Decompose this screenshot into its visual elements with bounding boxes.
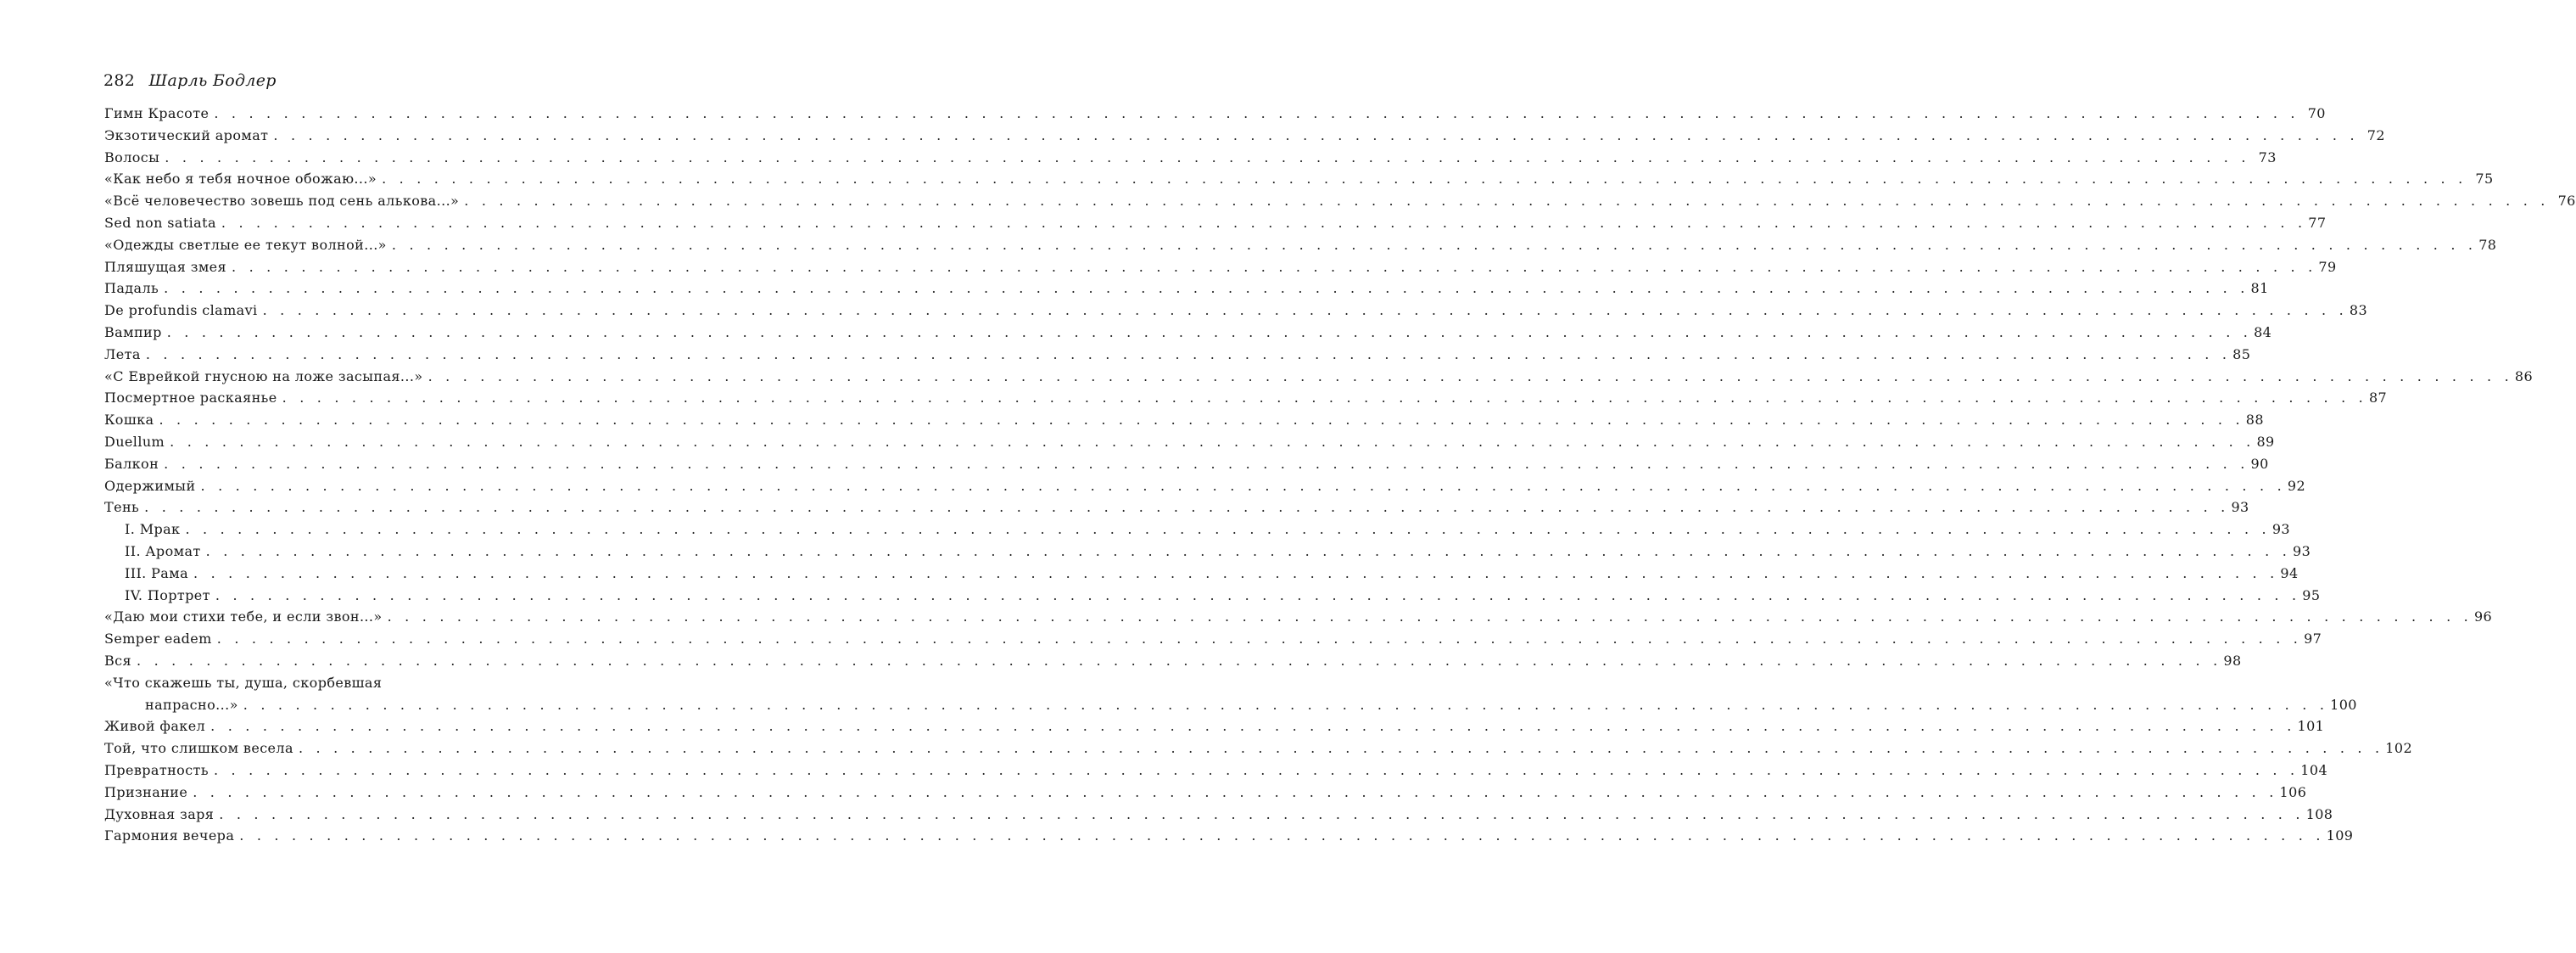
dot-leader: . . . . . . . . . . . . . . . . . . . . . . . . . . . . . . . . . . . . . . . . . . . . . . . . . . . . . . . . . . . . . . . . . . . . . . . . . . . . . . . . . . . . . . . . . . . . . . . . . . . . . . . . . . . . . . . . . . . . . . . . [387,608,2473,625]
toc-entry-page: 79 [2318,258,2337,275]
toc-entry-title: Duellum [104,433,165,450]
toc-entry-title: Semper eadem [104,631,212,647]
toc-entry [104,412,2264,434]
dot-leader: . . . . . . . . . . . . . . . . . . . . . . . . . . . . . . . . . . . . . . . . . . . . . . . . . . . . . . . . . . . . . . . . . . . . . . . . . . . . . . . . . . . . . . . . . . . . . . . . . . . . . . . . . . . . . . . . . . . . . . . . [464,193,2550,210]
running-title: Шарль Бодлер [148,71,277,90]
dot-leader: . . . . . . . . . . . . . . . . . . . . . . . . . . . . . . . . . . . . . . . . . . . . . . . . . . . . . . . . . . . . . . . . . . . . . . . . . . . . . . . . . . . . . . . . . . . . . . . . . . . . . . . . . . . . . . . . . . . . . . . . [210,718,2296,735]
dot-leader: . . . . . . . . . . . . . . . . . . . . . . . . . . . . . . . . . . . . . . . . . . . . . . . . . . . . . . . . . . . . . . . . . . . . . . . . . . . . . . . . . . . . . . . . . . . . . . . . . . . . . . . . . . . . . . . . . . . . . . . . [243,696,2329,713]
toc-entry-page: 88 [2245,412,2264,429]
dot-leader: . . . . . . . . . . . . . . . . . . . . . . . . . . . . . . . . . . . . . . . . . . . . . . . . . . . . . . . . . . . . . . . . . . . . . . . . . . . . . . . . . . . . . . . . . . . . . . . . . . . . . . . . . . . . . . . . . . . . . . . . [165,149,2250,165]
toc-entry [104,740,2413,762]
toc-entry-title: III. Рама [125,564,189,581]
dot-leader: . . . . . . . . . . . . . . . . . . . . . . . . . . . . . . . . . . . . . . . . . . . . . . . . . . . . . . . . . . . . . . . . . . . . . . . . . . . . . . . . . . . . . . . . . . . . . . . . . . . . . . . . . . . . . . . . . . . . . . . . [232,258,2317,275]
toc-entry [104,586,2321,609]
dot-leader: . . . . . . . . . . . . . . . . . . . . . . . . . . . . . . . . . . . . . . . . . . . . . . . . . . . . . . . . . . . . . . . . . . . . . . . . . . . . . . . . . . . . . . . . . . . . . . . . . . . . . . . . . . . . . . . . . . . . . . . . [193,783,2278,800]
toc-entry-page: 81 [2250,280,2269,297]
toc-entry [104,433,2275,456]
toc-entry-title: Посмертное раскаянье [104,390,277,406]
toc-entry-page: 94 [2280,564,2299,581]
toc-entry-page: 72 [2366,126,2385,143]
toc-entry-page: 77 [2308,214,2327,231]
dot-leader: . . . . . . . . . . . . . . . . . . . . . . . . . . . . . . . . . . . . . . . . . . . . . . . . . . . . . . . . . . . . . . . . . . . . . . . . . . . . . . . . . . . . . . . . . . . . . . . . . . . . . . . . . . . . . . . . . . . . . . . . [219,805,2305,822]
toc-entry-title: напрасно...» [145,696,238,713]
toc-entry [104,805,2333,828]
dot-leader: . . . . . . . . . . . . . . . . . . . . . . . . . . . . . . . . . . . . . . . . . . . . . . . . . . . . . . . . . . . . . . . . . . . . . . . . . . . . . . . . . . . . . . . . . . . . . . . . . . . . . . . . . . . . . . . . . . . . . . . . [144,499,2230,516]
toc-entry-page: 108 [2305,805,2333,822]
toc-entry [104,827,2354,849]
toc-entry-page: 93 [2271,521,2290,538]
dot-leader: . . . . . . . . . . . . . . . . . . . . . . . . . . . . . . . . . . . . . . . . . . . . . . . . . . . . . . . . . . . . . . . . . . . . . . . . . . . . . . . . . . . . . . . . . . . . . . . . . . . . . . . . . . . . . . . . . . . . . . . . [427,367,2513,384]
toc-entry-page: 86 [2514,367,2534,384]
toc-entry-title: Падаль [104,280,159,297]
dot-leader: . . . . . . . . . . . . . . . . . . . . . . . . . . . . . . . . . . . . . . . . . . . . . . . . . . . . . . . . . . . . . . . . . . . . . . . . . . . . . . . . . . . . . . . . . . . . . . . . . . . . . . . . . . . . . . . . . . . . . . . . [382,171,2467,188]
toc-entry [104,105,2326,127]
toc-entry [104,521,2290,543]
toc-entry-title: Лета [104,345,141,362]
toc-entry-title: Духовная заря [104,805,215,822]
toc-entry [104,652,2242,675]
toc-entry-title: II. Аромат [125,542,201,559]
toc-entry-page: 93 [2231,499,2249,516]
dot-leader: . . . . . . . . . . . . . . . . . . . . . . . . . . . . . . . . . . . . . . . . . . . . . . . . . . . . . . . . . . . . . . . . . . . . . . . . . . . . . . . . . . . . . . . . . . . . . . . . . . . . . . . . . . . . . . . . . . . . . . . . [185,521,2271,538]
dot-leader: . . . . . . . . . . . . . . . . . . . . . . . . . . . . . . . . . . . . . . . . . . . . . . . . . . . . . . . . . . . . . . . . . . . . . . . . . . . . . . . . . . . . . . . . . . . . . . . . . . . . . . . . . . . . . . . . . . . . . . . . [145,345,2232,362]
toc-entry [104,149,2277,171]
dot-leader: . . . . . . . . . . . . . . . . . . . . . . . . . . . . . . . . . . . . . . . . . . . . . . . . . . . . . . . . . . . . . . . . . . . . . . . . . . . . . . . . . . . . . . . . . . . . . . . . . . . . . . . . . . . . . . . . . . . . . . . . [166,323,2253,340]
toc-entry-page: 90 [2250,455,2269,472]
toc-entry-page: 76 [2557,193,2576,210]
toc-entry-page: 93 [2292,542,2311,559]
dot-leader: . . . . . . . . . . . . . . . . . . . . . . . . . . . . . . . . . . . . . . . . . . . . . . . . . . . . . . . . . . . . . . . . . . . . . . . . . . . . . . . . . . . . . . . . . . . . . . . . . . . . . . . . . . . . . . . . . . . . . . . . [200,477,2286,494]
toc-entry-page: 73 [2258,149,2277,165]
toc-entry-page: 98 [2223,652,2242,669]
toc-entry-page: 109 [2326,827,2354,844]
toc-entry [104,214,2327,237]
toc-entry-page: 92 [2287,477,2306,494]
toc-entry-title: Признание [104,783,188,800]
toc-entry [104,718,2325,740]
toc-entry-page: 85 [2232,345,2251,362]
toc-entry-title: Экзотический аромат [104,126,269,143]
toc-entry-title: Живой факел [104,718,206,735]
toc-entry [104,280,2269,302]
toc-entry-title: Той, что слишком весела [104,740,293,757]
dot-leader: . . . . . . . . . . . . . . . . . . . . . . . . . . . . . . . . . . . . . . . . . . . . . . . . . . . . . . . . . . . . . . . . . . . . . . . . . . . . . . . . . . . . . . . . . . . . . . . . . . . . . . . . . . . . . . . . . . . . . . . . [164,455,2249,472]
toc-entry-page: 106 [2279,783,2307,800]
dot-leader: . . . . . . . . . . . . . . . . . . . . . . . . . . . . . . . . . . . . . . . . . . . . . . . . . . . . . . . . . . . . . . . . . . . . . . . . . . . . . . . . . . . . . . . . . . . . . . . . . . . . . . . . . . . . . . . . . . . . . . . . [282,390,2367,406]
toc-entry-page: 95 [2302,586,2321,603]
toc-entry [104,696,2357,719]
toc-entry-page: 75 [2475,171,2494,188]
toc-entry-page: 100 [2330,696,2357,713]
toc-entry-page: 97 [2304,631,2322,647]
dot-leader: . . . . . . . . . . . . . . . . . . . . . . . . . . . . . . . . . . . . . . . . . . . . . . . . . . . . . . . . . . . . . . . . . . . . . . . . . . . . . . . . . . . . . . . . . . . . . . . . . . . . . . . . . . . . . . . . . . . . . . . . [298,740,2384,757]
dot-leader: . . . . . . . . . . . . . . . . . . . . . . . . . . . . . . . . . . . . . . . . . . . . . . . . . . . . . . . . . . . . . . . . . . . . . . . . . . . . . . . . . . . . . . . . . . . . . . . . . . . . . . . . . . . . . . . . . . . . . . . . [205,542,2291,559]
toc-entry-title: IV. Портрет [125,586,210,603]
toc-entry [104,258,2337,281]
toc-entry-title: De profundis clamavi [104,302,258,319]
toc-entry-page: 70 [2307,105,2326,121]
dot-leader: . . . . . . . . . . . . . . . . . . . . . . . . . . . . . . . . . . . . . . . . . . . . . . . . . . . . . . . . . . . . . . . . . . . . . . . . . . . . . . . . . . . . . . . . . . . . . . . . . . . . . . . . . . . . . . . . . . . . . . . . [221,214,2307,231]
dot-leader: . . . . . . . . . . . . . . . . . . . . . . . . . . . . . . . . . . . . . . . . . . . . . . . . . . . . . . . . . . . . . . . . . . . . . . . . . . . . . . . . . . . . . . . . . . . . . . . . . . . . . . . . . . . . . . . . . . . . . . . . [193,564,2279,581]
toc-entry [104,345,2251,368]
toc-entry [104,499,2249,521]
toc-entry-page: 83 [2349,302,2368,319]
dot-leader: . . . . . . . . . . . . . . . . . . . . . . . . . . . . . . . . . . . . . . . . . . . . . . . . . . . . . . . . . . . . . . . . . . . . . . . . . . . . . . . . . . . . . . . . . . . . . . . . . . . . . . . . . . . . . . . . . . . . . . . . [159,412,2244,429]
toc-entry [104,193,2576,215]
toc-entry-title: Волосы [104,149,160,165]
toc-entry-page: 101 [2297,718,2325,735]
toc-entry-page: 89 [2256,433,2275,450]
toc-entry-title: Превратность [104,761,209,778]
toc-entry-title: Одержимый [104,477,196,494]
toc-entry-title: «Всё человечество зовешь под сень алькова...» [104,193,460,210]
toc-entry [104,302,2368,324]
toc-entry [104,236,2497,259]
toc-entry [104,126,2385,149]
toc-entry [104,455,2269,478]
toc-entry [104,564,2299,587]
toc-entry [104,608,2493,631]
toc-entry-title: «Как небо я тебя ночное обожаю...» [104,171,377,188]
dot-leader: . . . . . . . . . . . . . . . . . . . . . . . . . . . . . . . . . . . . . . . . . . . . . . . . . . . . . . . . . . . . . . . . . . . . . . . . . . . . . . . . . . . . . . . . . . . . . . . . . . . . . . . . . . . . . . . . . . . . . . . . [137,652,2222,669]
table-of-contents [104,105,2576,849]
toc-entry-title: Вся [104,652,132,669]
toc-entry-page: 102 [2385,740,2413,757]
toc-entry-title: «С Еврейкой гнусною на ложе засыпая...» [104,367,423,384]
toc-entry-title: Гимн Красоте [104,105,210,121]
dot-leader: . . . . . . . . . . . . . . . . . . . . . . . . . . . . . . . . . . . . . . . . . . . . . . . . . . . . . . . . . . . . . . . . . . . . . . . . . . . . . . . . . . . . . . . . . . . . . . . . . . . . . . . . . . . . . . . . . . . . . . . . [273,126,2359,143]
toc-entry-page: 84 [2254,323,2272,340]
dot-leader: . . . . . . . . . . . . . . . . . . . . . . . . . . . . . . . . . . . . . . . . . . . . . . . . . . . . . . . . . . . . . . . . . . . . . . . . . . . . . . . . . . . . . . . . . . . . . . . . . . . . . . . . . . . . . . . . . . . . . . . . [216,631,2303,647]
toc-entry-title: Гармония вечера [104,827,235,844]
dot-leader: . . . . . . . . . . . . . . . . . . . . . . . . . . . . . . . . . . . . . . . . . . . . . . . . . . . . . . . . . . . . . . . . . . . . . . . . . . . . . . . . . . . . . . . . . . . . . . . . . . . . . . . . . . . . . . . . . . . . . . . . [164,280,2249,297]
toc-entry [104,542,2311,565]
dot-leader: . . . . . . . . . . . . . . . . . . . . . . . . . . . . . . . . . . . . . . . . . . . . . . . . . . . . . . . . . . . . . . . . . . . . . . . . . . . . . . . . . . . . . . . . . . . . . . . . . . . . . . . . . . . . . . . . . . . . . . . . [262,302,2348,319]
toc-entry [104,675,530,697]
toc-entry [104,783,2307,806]
dot-leader: . . . . . . . . . . . . . . . . . . . . . . . . . . . . . . . . . . . . . . . . . . . . . . . . . . . . . . . . . . . . . . . . . . . . . . . . . . . . . . . . . . . . . . . . . . . . . . . . . . . . . . . . . . . . . . . . . . . . . . . . [213,761,2299,778]
toc-entry [104,390,2388,412]
toc-entry-title: Sed non satiata [104,214,216,231]
toc-entry [104,171,2494,193]
toc-entry-page: 87 [2368,390,2388,406]
toc-entry-title: «Что скажешь ты, душа, скорбевшая [104,674,383,691]
running-header [103,71,277,90]
toc-entry-page: 104 [2300,761,2328,778]
toc-entry [104,367,2534,390]
dot-leader: . . . . . . . . . . . . . . . . . . . . . . . . . . . . . . . . . . . . . . . . . . . . . . . . . . . . . . . . . . . . . . . . . . . . . . . . . . . . . . . . . . . . . . . . . . . . . . . . . . . . . . . . . . . . . . . . . . . . . . . . [214,105,2299,121]
dot-leader: . . . . . . . . . . . . . . . . . . . . . . . . . . . . . . . . . . . . . . . . . . . . . . . . . . . . . . . . . . . . . . . . . . . . . . . . . . . . . . . . . . . . . . . . . . . . . . . . . . . . . . . . . . . . . . . . . . . . . . . . [215,586,2301,603]
toc-entry [104,631,2322,653]
dot-leader: . . . . . . . . . . . . . . . . . . . . . . . . . . . . . . . . . . . . . . . . . . . . . . . . . . . . . . . . . . . . . . . . . . . . . . . . . . . . . . . . . . . . . . . . . . . . . . . . . . . . . . . . . . . . . . . . . . . . . . . . [239,827,2325,844]
toc-entry-title: Пляшущая змея [104,258,227,275]
toc-entry-page: 96 [2473,608,2493,625]
dot-leader: . . . . . . . . . . . . . . . . . . . . . . . . . . . . . . . . . . . . . . . . . . . . . . . . . . . . . . . . . . . . . . . . . . . . . . . . . . . . . . . . . . . . . . . . . . . . . . . . . . . . . . . . . . . . . . . . . . . . . . . . [170,433,2255,450]
toc-entry [104,761,2328,784]
toc-entry-title: «Даю мои стихи тебе, и если звон...» [104,608,383,625]
dot-leader: . . . . . . . . . . . . . . . . . . . . . . . . . . . . . . . . . . . . . . . . . . . . . . . . . . . . . . . . . . . . . . . . . . . . . . . . . . . . . . . . . . . . . . . . . . . . . . . . . . . . . . . . . . . . . . . . . . . . . . . . [391,236,2478,253]
toc-entry-title: Тень [104,499,140,516]
page-number: 282 [103,71,136,90]
toc-entry [104,477,2306,500]
toc-entry-title: Кошка [104,412,154,429]
toc-entry-title: I. Мрак [125,521,181,538]
toc-entry-title: Балкон [104,455,159,472]
toc-entry [104,323,2272,346]
toc-entry-page: 78 [2478,236,2497,253]
toc-entry-title: Вампир [104,323,162,340]
toc-entry-title: «Одежды светлые ее текут волной...» [104,236,387,253]
